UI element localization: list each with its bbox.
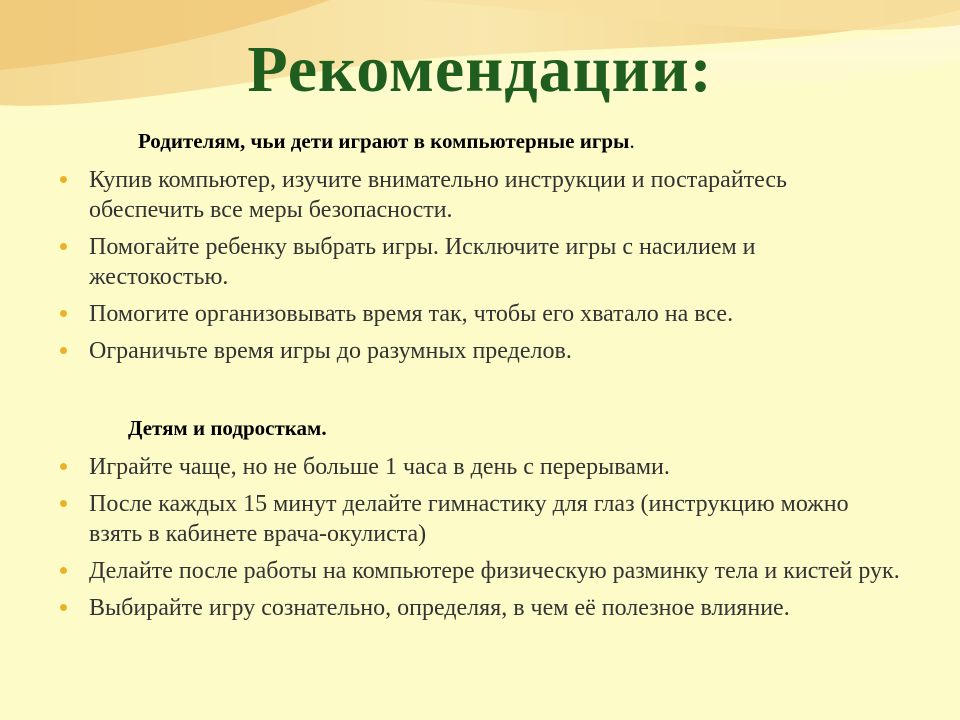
list-item — [0, 299, 960, 329]
bullet-dot-icon — [60, 347, 67, 354]
list-item — [0, 452, 960, 482]
section2-heading: Детям и подросткам. — [128, 416, 327, 440]
list-item-text: После каждых 15 минут делайте гимнастику для глаз (инструкцию можно взять в кабинете врача-окулиста) — [89, 491, 849, 547]
bullet-dot-icon — [60, 604, 67, 611]
list-item-text: Выбирайте игру сознательно, определяя, в чем её полезное влияние. — [89, 595, 790, 621]
bullet-dot-icon — [60, 463, 67, 470]
list-item — [0, 556, 960, 586]
bullet-dot-icon — [60, 500, 67, 507]
section1-list — [0, 165, 960, 373]
list-item-text: Помогите организовывать время так, чтобы его хватало на все. — [89, 301, 734, 327]
slide-title: Рекомендации: — [247, 33, 713, 106]
list-item-text: Делайте после работы на компьютере физическую разминку тела и кистей рук. — [89, 558, 900, 584]
section1-heading-suffix: . — [629, 129, 635, 153]
list-item — [0, 593, 960, 623]
list-item — [0, 232, 960, 292]
list-item-text: Купив компьютер, изучите внимательно инструкции и постарайтесь обеспечить все меры безопасности. — [89, 167, 787, 223]
bullet-dot-icon — [60, 567, 67, 574]
list-item — [0, 489, 960, 549]
bullet-dot-icon — [60, 243, 67, 250]
section1-heading-text: Родителям, чьи дети играют в компьютерные игры — [138, 129, 630, 153]
list-item — [0, 336, 960, 366]
bullet-dot-icon — [60, 176, 67, 183]
section2-list — [0, 452, 960, 630]
list-item-text: Играйте чаще, но не больше 1 часа в день с перерывами. — [89, 454, 670, 480]
section1-heading — [138, 128, 635, 154]
list-item-text: Ограничьте время игры до разумных пределов. — [89, 338, 572, 364]
list-item-text: Помогайте ребенку выбрать игры. Исключите игры с насилием и жестокостью. — [89, 234, 756, 290]
list-item — [0, 165, 960, 225]
bullet-dot-icon — [60, 310, 67, 317]
